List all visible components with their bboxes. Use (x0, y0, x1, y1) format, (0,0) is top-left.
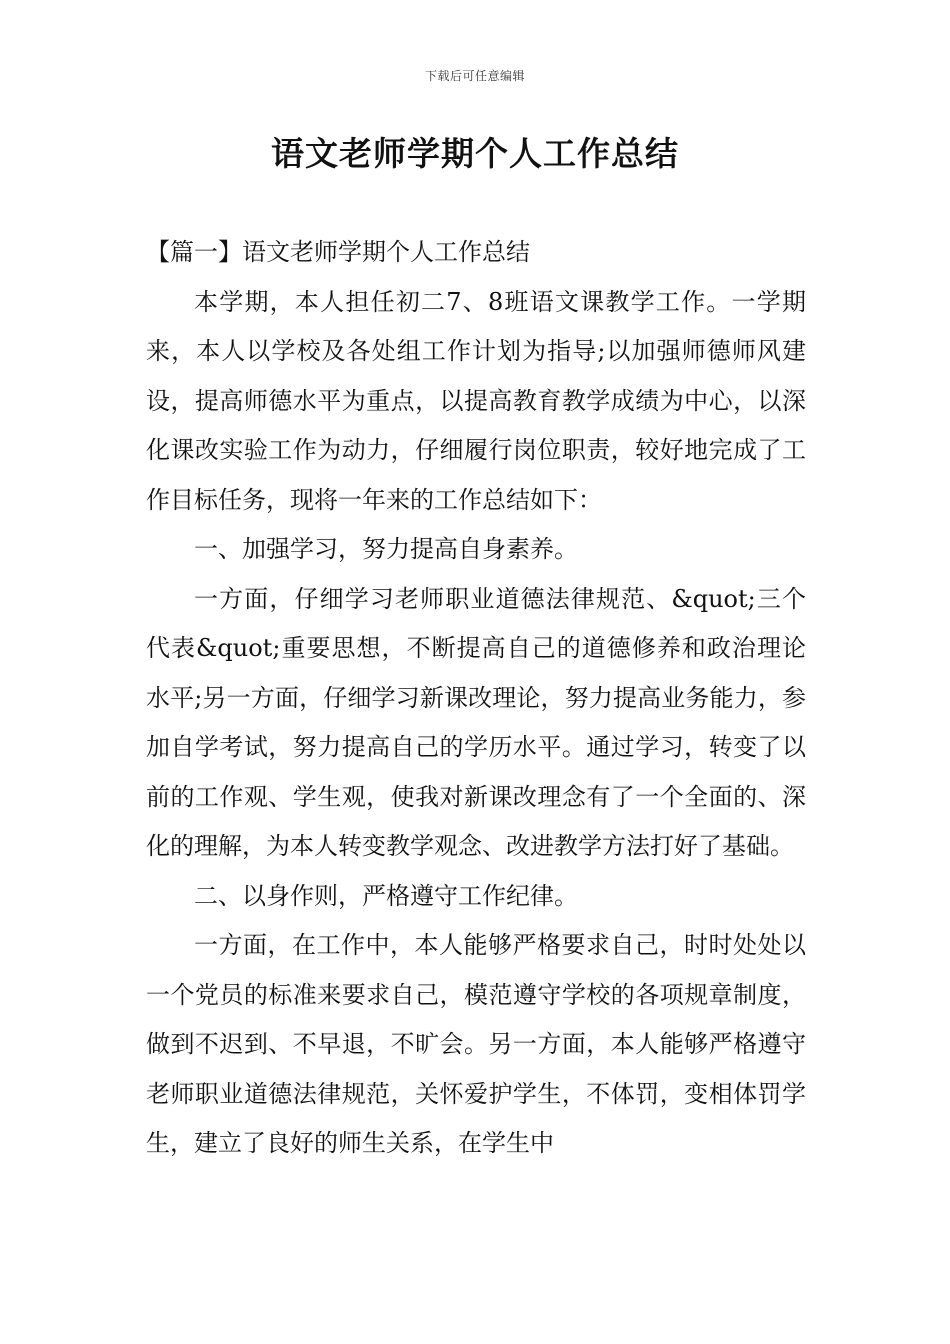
paragraph-intro: 本学期，本人担任初二7、8班语文课教学工作。一学期来，本人以学校及各处组工作计划为指导;以加强师德师风建设，提高师德水平为重点，以提高教育教学成绩为中心，以深化课改实验工作为动力，仔细履行岗位职责，较好地完成了工作目标任务，现将一年来的工作总结如下： (146, 287, 806, 514)
header-note: 下载后可任意编辑 (424, 69, 525, 83)
paragraph-study: 一方面，仔细学习老师职业道德法律规范、&quot;三个代表&quot;重要思想，不断提高自己的道德修养和政治理论水平;另一方面，仔细学习新课改理论，努力提高业务能力，参加自学考试，努力提高自己的学历水平。通过学习，转变了以前的工作观、学生观，使我对新课改理念有了一个全面的、深化的理解，为本人转变教学观念、改进教学方法打好了基础。 (146, 584, 806, 860)
heading-study: 一、加强学习，努力提高自身素养。 (194, 535, 578, 563)
document-body (146, 228, 806, 1169)
section-label: 【篇一】语文老师学期个人工作总结 (146, 238, 530, 266)
document-title: 语文老师学期个人工作总结 (271, 134, 679, 173)
heading-discipline: 二、以身作则，严格遵守工作纪律。 (194, 881, 578, 910)
paragraph-discipline: 一方面，在工作中，本人能够严格要求自己，时时处处以一个党员的标准来要求自己，模范遵守学校的各项规章制度，做到不迟到、不早退，不旷会。另一方面，本人能够严格遵守老师职业道德法律规范，关怀爱护学生，不体罚，变相体罚学生，建立了良好的师生关系，在学生中 (146, 931, 806, 1157)
